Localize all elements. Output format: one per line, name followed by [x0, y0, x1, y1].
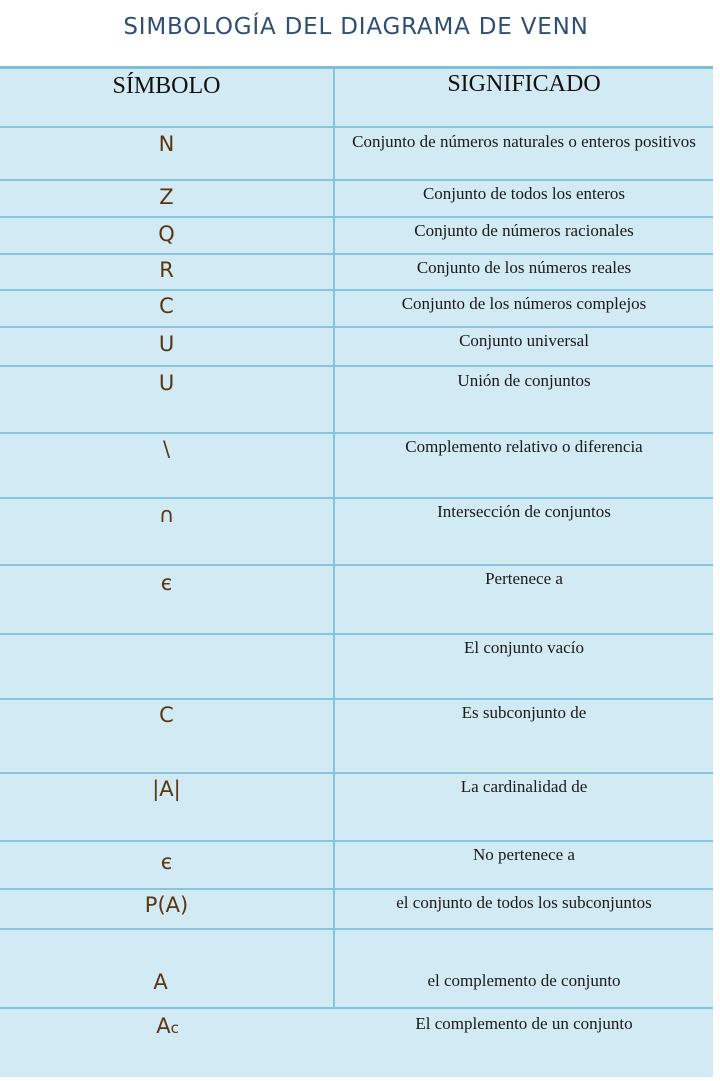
table-row [0, 218, 713, 255]
table-row [0, 367, 713, 434]
meaning-cell: Conjunto universal [459, 331, 589, 350]
table-row [0, 434, 713, 499]
meaning-cell: el complemento de conjunto [427, 971, 621, 990]
symbol-cell [0, 635, 335, 698]
symbol-cell: |A| [0, 774, 335, 840]
meaning-cell: Complemento relativo o diferencia [405, 437, 643, 456]
symbol-cell: N [0, 128, 335, 179]
meaning-cell: Unión de conjuntos [457, 371, 591, 390]
meaning-cell: Conjunto de números naturales o enteros positivos [352, 132, 696, 151]
table-row [0, 1009, 713, 1077]
symbol-cell: ∩ [0, 499, 335, 564]
table-row [0, 328, 713, 367]
symbol-cell: Z [0, 181, 335, 216]
meaning-cell: Pertenece a [485, 569, 563, 588]
symbol-cell: U [0, 367, 335, 432]
symbol-cell: A [0, 930, 335, 1007]
table-row [0, 930, 713, 1009]
meaning-cell: El conjunto vacío [464, 638, 584, 657]
table-row [0, 181, 713, 218]
symbol-cell: є [0, 566, 335, 633]
meaning-cell: Conjunto de todos los enteros [422, 184, 626, 203]
table-row [0, 635, 713, 700]
meaning-cell: Intersección de conjuntos [437, 502, 611, 521]
symbol-cell: C [0, 291, 335, 326]
table-row [0, 842, 713, 890]
meaning-cell: La cardinalidad de [460, 777, 588, 796]
table-row [0, 255, 713, 291]
symbol-table [0, 66, 713, 1077]
meaning-cell: El complemento de un conjunto [415, 1014, 633, 1033]
table-row [0, 291, 713, 328]
table-row [0, 700, 713, 774]
symbol-cell [0, 1009, 335, 1077]
table-row [0, 128, 713, 181]
table-row [0, 499, 713, 566]
symbol-cell: C [0, 700, 335, 772]
header-symbol: SÍMBOLO [0, 69, 335, 126]
table-row [0, 774, 713, 842]
symbol-cell: є [0, 842, 335, 888]
symbol-cell: U [0, 328, 335, 365]
meaning-cell: el conjunto de todos los subconjuntos [396, 893, 652, 912]
table-row [0, 566, 713, 635]
table-header-row [0, 69, 713, 128]
table-row [0, 890, 713, 930]
header-meaning: SIGNIFICADO [447, 71, 601, 97]
symbol-cell: R [0, 255, 335, 289]
meaning-cell: Conjunto de los números complejos [401, 294, 647, 313]
meaning-cell: No pertenece a [473, 845, 575, 864]
page-title: SIMBOLOGÍA DEL DIAGRAMA DE VENN [123, 14, 589, 40]
symbol-cell: P(A) [0, 890, 335, 928]
symbol-main: A [156, 1014, 171, 1038]
meaning-cell: Es subconjunto de [461, 703, 587, 722]
meaning-cell: Conjunto de los números reales [416, 258, 632, 277]
meaning-cell: Conjunto de números racionales [414, 221, 634, 240]
symbol-cell: \ [0, 434, 335, 497]
symbol-subscript: c [170, 1019, 179, 1037]
symbol-cell: Q [0, 218, 335, 253]
